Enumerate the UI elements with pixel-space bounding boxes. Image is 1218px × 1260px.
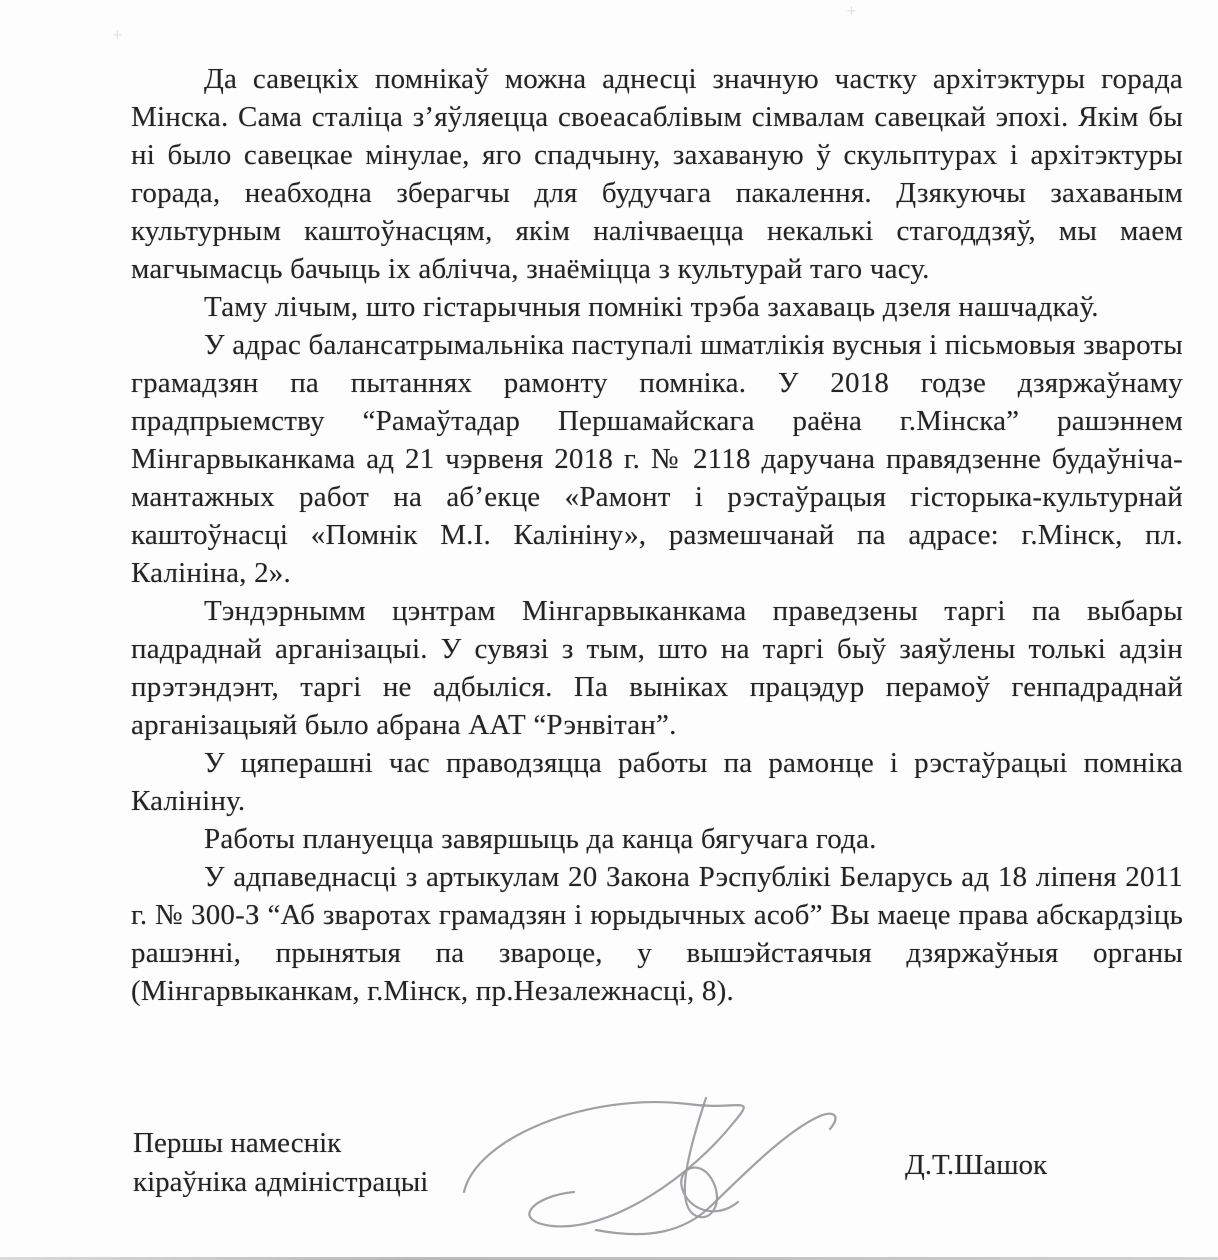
scan-speck-artifact: + xyxy=(846,4,857,19)
paragraph-repair-assignment: У адрас балансатрымальніка паступалі шматлікія вусныя і пісьмовыя звароты грамадзян па пытаннях рамонту помніка. У 2018 годзе дзяржаўнаму прадпрыемству “Рамаўтадар Першамайскага раёна г.Мінска” рашэннем Мінгарвыканкама ад 21 чэрвеня 2018 г. № 2118 даручана правядзенне будаўніча-мантажных работ на аб’екце «Рамонт і рэстаўрацыя гісторыка-культурнай каштоўнасці «Помнік М.І. Калініну», размешчанай па адрасе: г.Мінск, пл. Калініна, 2». xyxy=(131,329,1183,589)
scan-speck-artifact: + xyxy=(112,28,123,43)
document-body-text xyxy=(131,60,1183,1010)
paragraph-tender-results: Тэндэрнымм цэнтрам Мінгарвыканкама праведзены таргі па выбары падраднай арганізацыі. У сувязі з тым, што на таргі быў заяўлены толькі адзін прэтэндэнт, таргі не адбыліся. Па выніках працэдур перамоў генпадраднай арганізацыяй было абрана ААТ “Рэнвітан”. xyxy=(131,595,1183,741)
paragraph-appeal-rights: У адпаведнасці з артыкулам 20 Закона Рэспублікі Беларусь ад 18 ліпеня 2011 г. № 300-З “Аб зваротах грамадзян і юрыдычных асоб” Вы маеце права абскардзіць рашэнні, прынятыя па звароце, у вышэйстаячыя дзяржаўныя органы (Мінгарвыканкам, г.Мінск, пр.Незалежнасці, 8). xyxy=(131,861,1183,1007)
handwritten-signature-icon xyxy=(448,1082,858,1240)
paragraph-current-works: У цяперашні час праводзяцца работы па рамонце і рэстаўрацыі помніка Калініну. xyxy=(131,747,1183,817)
signer-position-line1: Першы намеснік xyxy=(133,1127,342,1159)
paragraph-preserve-for-descendants: Таму лічым, што гістарычныя помнікі трэба захаваць дзеля нашчадкаў. xyxy=(204,291,1099,323)
paragraph-completion-plan: Работы плануецца завяршыць да канца бягучага года. xyxy=(204,823,877,855)
signer-name: Д.Т.Шашок xyxy=(905,1149,1048,1181)
signer-position-title xyxy=(133,1124,428,1202)
paragraph-soviet-monuments: Да савецкіх помнікаў можна аднесці значную частку архітэктуры горада Мінска. Сама сталіца з’яўляецца своеасаблівым сімвалам савецкай эпохі. Якім бы ні было савецкае мінулае, яго спадчыну, захаваную ў скульптурах і архітэктуры горада, неабходна зберагчы для будучага пакалення. Дзякуючы захаваным культурным каштоўнасцям, якім налічваецца некалькі стагоддзяў, мы маем магчымасць бачыць іх аблічча, знаёміцца з культурай таго часу. xyxy=(131,63,1183,285)
signer-position-line2: кіраўніка адміністрацыі xyxy=(133,1166,429,1198)
